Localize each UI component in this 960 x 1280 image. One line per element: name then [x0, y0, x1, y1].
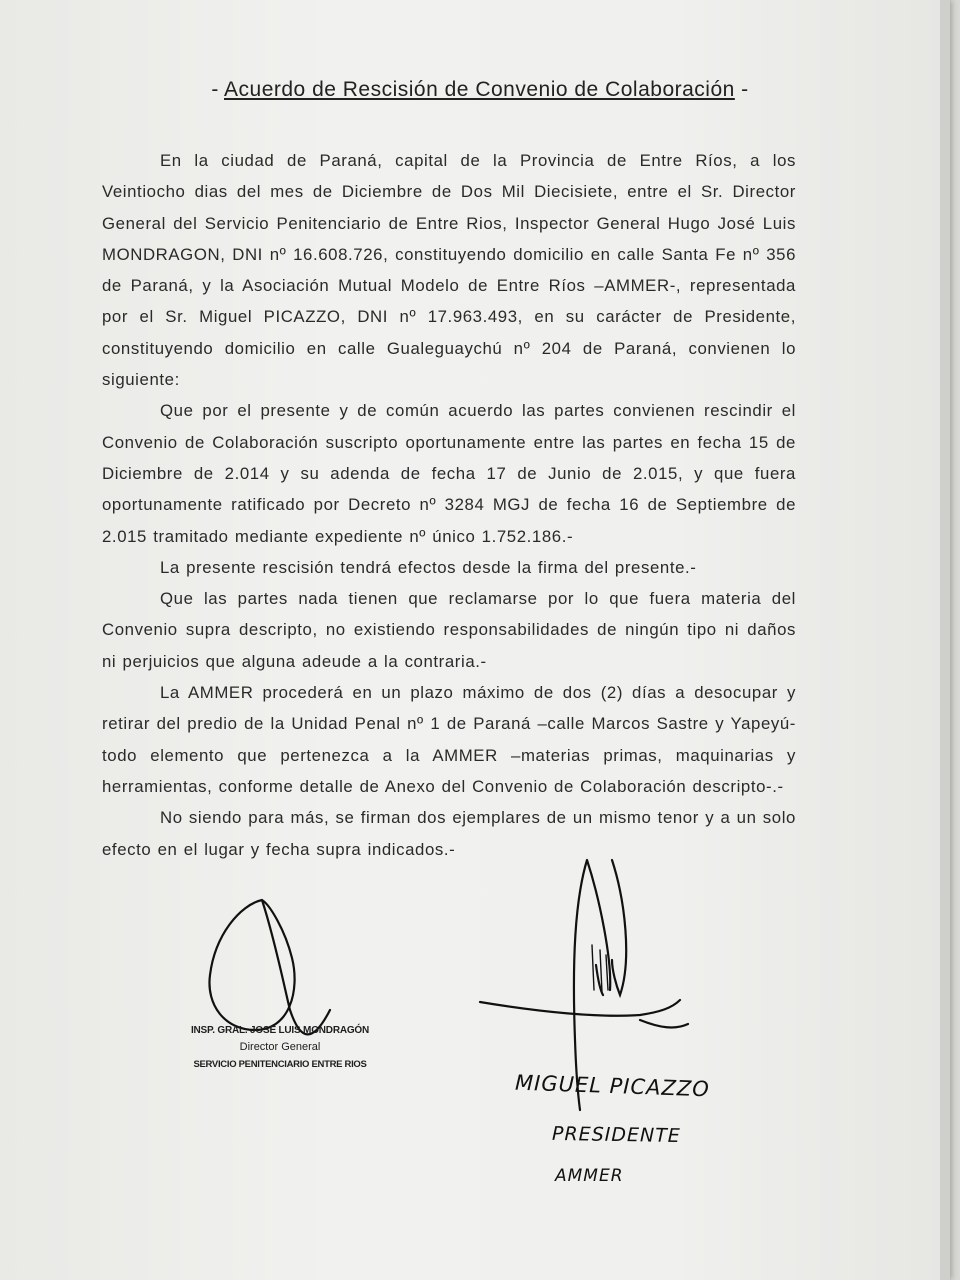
document-body [102, 145, 796, 865]
paragraph-closing: No siendo para más, se firman dos ejemplares de un mismo tenor y a un solo efecto en el lugar y fecha supra indicados.- [102, 808, 796, 859]
paragraph-vacate: La AMMER procederá en un plazo máximo de dos (2) días a desocupar y retirar del predio de la Unidad Penal nº 1 de Paraná –calle Marcos Sastre y Yapeyú- todo elemento que pertenezca a la AMMER –materias primas, maquinarias y herramientas, conforme detalle de Anexo del Convenio de Colaboración descripto-.- [102, 683, 796, 796]
stamp-name: INSP. GRAL. JOSÉ LUIS MONDRAGÓN [190, 1025, 370, 1036]
handwritten-role: PRESIDENTE [551, 1122, 681, 1148]
document-title [160, 78, 800, 102]
page-edge [940, 0, 950, 1280]
left-signature [209, 900, 330, 1034]
paragraph-intro: En la ciudad de Paraná, capital de la Provincia de Entre Ríos, a los Veintiocho dias del mes de Diciembre de Dos Mil Diecisiete, entre el Sr. Director General del Servicio Penitenciario de Entre Rios, Inspector General Hugo José Luis MONDRAGON, DNI nº 16.608.726, constituyendo domicilio en calle Santa Fe nº 356 de Paraná, y la Asociación Mutual Modelo de Entre Ríos –AMMER-, representada por el Sr. Miguel PICAZZO, DNI nº 17.963.493, en su carácter de Presidente, constituyendo domicilio en calle Gualeguaychú nº 204 de Paraná, convienen lo siguiente: [102, 151, 796, 390]
paragraph-rescission: Que por el presente y de común acuerdo las partes convienen rescindir el Convenio de Colaboración suscripto oportunamente entre las partes en fecha 15 de Diciembre de 2.014 y su adenda de fecha 17 de Junio de 2.015, y que fuera oportunamente ratificado por Decreto nº 3284 MGJ de fecha 16 de Septiembre de 2.015 tramitado mediante expediente nº único 1.752.186.- [102, 401, 796, 546]
title-prefix: - [211, 78, 225, 101]
paragraph-no-claims: Que las partes nada tienen que reclamarse por lo que fuera materia del Convenio supra descripto, no existiendo responsabilidades de ningún tipo ni daños ni perjuicios que alguna adeude a la contraria.- [102, 589, 796, 671]
title-suffix: - [734, 78, 749, 101]
paragraph-effects: La presente rescisión tendrá efectos desde la firma del presente.- [160, 557, 697, 577]
stamp-role: Director General [239, 1041, 321, 1053]
handwritten-org: AMMER [555, 1166, 624, 1186]
title-text: Acuerdo de Rescisión de Convenio de Colaboración [224, 78, 735, 101]
handwritten-name: MIGUEL PICAZZO [514, 1070, 711, 1102]
left-signature-stamp [190, 1022, 370, 1073]
stamp-org: SERVICIO PENITENCIARIO ENTRE RIOS [193, 1059, 367, 1070]
